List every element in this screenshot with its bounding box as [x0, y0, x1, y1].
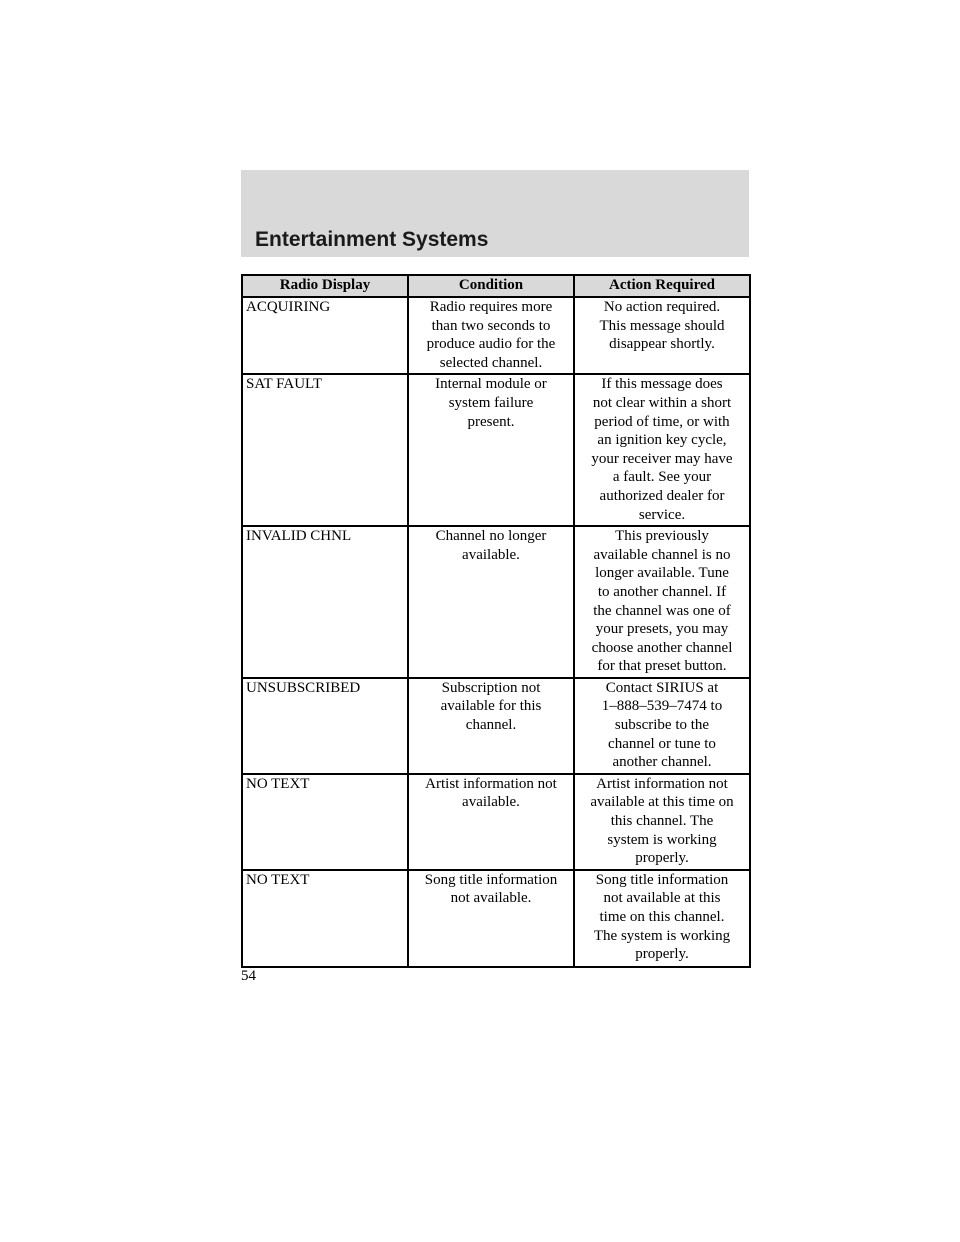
action-text-line: time on this channel.: [599, 909, 725, 925]
condition-text-line: system failure: [448, 394, 534, 411]
action-text-line: channel or tune to: [608, 735, 716, 752]
table-body: [242, 297, 750, 967]
action-text-line: available channel is no: [593, 546, 731, 563]
radio-display-cell: SAT FAULT: [242, 374, 408, 526]
condition-text-line: selected channel.: [439, 354, 543, 371]
column-header-action-required: Action Required: [574, 275, 750, 297]
action-text-line: authorized dealer for: [599, 487, 725, 504]
column-header-radio-display: Radio Display: [242, 275, 408, 297]
action-text-line: If this message does: [601, 376, 723, 393]
action-text-line: This message should: [599, 317, 725, 334]
table-header-row: [242, 275, 750, 297]
condition-text-line: channel.: [465, 717, 517, 734]
condition-text-line: Subscription not: [441, 679, 541, 696]
action-text-line: period of time, or with: [594, 413, 730, 430]
action-text-line: available at this time on: [590, 794, 734, 811]
table-row: [242, 526, 750, 678]
page-number: 54: [241, 968, 256, 984]
action-required-cell: [574, 870, 750, 967]
action-text-line: Contact SIRIUS at: [605, 679, 719, 696]
action-text-line: to another channel. If: [597, 583, 727, 600]
action-text-line: subscribe to the: [614, 717, 710, 734]
condition-text-line: Song title information: [424, 871, 558, 888]
radio-display-cell: UNSUBSCRIBED: [242, 678, 408, 774]
radio-display-cell: INVALID CHNL: [242, 526, 408, 678]
action-text-line: a fault. See your: [612, 469, 712, 486]
action-text-line: not clear within a short: [592, 394, 732, 411]
condition-text-line: available.: [462, 546, 520, 563]
section-title: Entertainment Systems: [255, 228, 489, 251]
radio-display-cell: NO TEXT: [242, 774, 408, 870]
action-text-line: choose another channel: [591, 639, 733, 656]
column-header-condition: Condition: [408, 275, 574, 297]
action-text-line: system is working: [607, 831, 717, 848]
action-text-line: Artist information not: [596, 775, 728, 792]
condition-text-line: available.: [462, 794, 520, 811]
condition-text-line: produce audio for the: [426, 336, 556, 353]
condition-cell: [408, 774, 574, 870]
action-text-line: an ignition key cycle,: [597, 432, 727, 449]
condition-text-line: Internal module or: [435, 376, 547, 393]
action-text-line: The system is working: [593, 927, 731, 944]
radio-display-table: [241, 274, 751, 968]
table-row: [242, 774, 750, 870]
condition-text-line: Radio requires more: [429, 299, 553, 315]
condition-text-line: than two seconds to: [431, 317, 551, 334]
radio-display-cell: NO TEXT: [242, 870, 408, 967]
action-text-line: the channel was one of: [593, 602, 731, 619]
action-text-line: Song title information: [595, 871, 729, 888]
action-text-line: not available at this: [603, 890, 721, 907]
condition-text-line: not available.: [450, 890, 532, 907]
action-text-line: this channel. The: [610, 813, 714, 830]
table-row: [242, 297, 750, 374]
action-text-line: This previously: [615, 528, 709, 545]
action-required-cell: [574, 297, 750, 374]
action-text-line: your presets, you may: [595, 621, 729, 638]
action-text-line: longer available. Tune: [595, 565, 729, 582]
action-text-line: 1–888–539–7474 to: [601, 698, 723, 715]
condition-cell: [408, 297, 574, 374]
action-text-line: properly.: [635, 850, 689, 867]
radio-display-cell: ACQUIRING: [242, 297, 408, 374]
condition-cell: [408, 374, 574, 526]
condition-text-line: available for this: [440, 698, 542, 715]
action-text-line: service.: [638, 506, 686, 523]
condition-cell: [408, 678, 574, 774]
action-required-cell: [574, 678, 750, 774]
action-required-cell: [574, 774, 750, 870]
action-required-cell: [574, 526, 750, 678]
table-row: [242, 374, 750, 526]
action-text-line: your receiver may have: [591, 450, 733, 467]
action-text-line: No action required.: [603, 299, 721, 315]
condition-text-line: Channel no longer: [435, 528, 547, 545]
action-text-line: for that preset button.: [597, 658, 727, 675]
table-row: [242, 870, 750, 967]
condition-cell: [408, 870, 574, 967]
action-text-line: disappear shortly.: [609, 336, 715, 353]
condition-text-line: present.: [467, 413, 515, 430]
action-required-cell: [574, 374, 750, 526]
action-text-line: properly.: [635, 946, 689, 963]
action-text-line: another channel.: [612, 754, 712, 771]
table-row: [242, 678, 750, 774]
condition-cell: [408, 526, 574, 678]
condition-text-line: Artist information not: [425, 775, 557, 792]
